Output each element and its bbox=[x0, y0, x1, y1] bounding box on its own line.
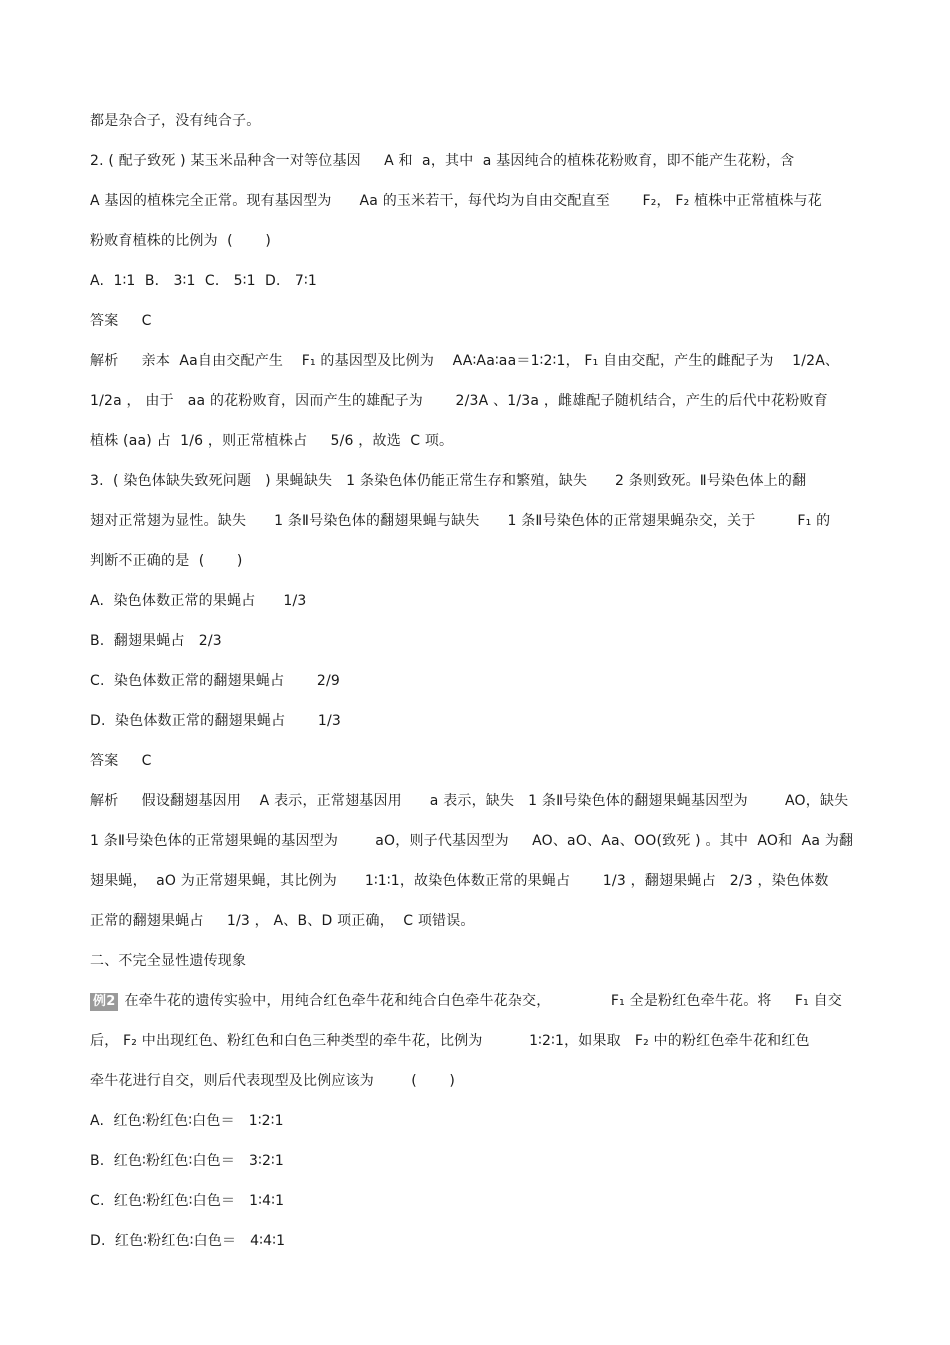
explanation-line: 解析 假设翻翅基因用 A 表示，正常翅基因用 a 表示，缺失 1 条Ⅱ号染色体的翻翅果蝇基因型为 AO，缺失 bbox=[90, 793, 849, 809]
option-a: A. 红色∶粉红色∶白色＝ 1∶2∶1 bbox=[90, 1113, 284, 1129]
text-line: A 基因的植株完全正常。现有基因型为 Aa 的玉米若干，每代均为自由交配直至 F₂， F₂ 植株中正常植株与花 bbox=[90, 193, 822, 209]
text-line: 粉败育植株的比例为 ( ) bbox=[90, 233, 271, 249]
text-line: 判断不正确的是 ( ) bbox=[90, 553, 243, 569]
example-tag: 例2 bbox=[90, 993, 118, 1011]
question-3-stem: 3. ( 染色体缺失致死问题 ) 果蝇缺失 1 条染色体仍能正常生存和繁殖，缺失 2 条则致死。Ⅱ号染色体上的翻 bbox=[90, 473, 807, 489]
option-a: A. 染色体数正常的果蝇占 1/3 bbox=[90, 593, 307, 609]
explanation-line: 植株 (aa) 占 1/6 ，则正常植株占 5/6 ，故选 C 项。 bbox=[90, 433, 454, 449]
explanation-line: 1/2a ， 由于 aa 的花粉败育，因而产生的雄配子为 2/3A 、1/3a ，雌雄配子随机结合，产生的后代中花粉败育 bbox=[90, 393, 828, 409]
option-d: D. 染色体数正常的翻翅果蝇占 1/3 bbox=[90, 713, 342, 729]
question-2-options: A. 1∶1 B． 3∶1 C． 5∶1 D． 7∶1 bbox=[90, 273, 317, 289]
option-c: C. 红色∶粉红色∶白色＝ 1∶4∶1 bbox=[90, 1193, 285, 1209]
example-2-stem bbox=[90, 991, 842, 1011]
text-line: 都是杂合子，没有纯合子。 bbox=[90, 113, 261, 129]
example-2-text: 在牵牛花的遗传实验中，用纯合红色牵牛花和纯合白色牵牛花杂交， F₁ 全是粉红色牵牛花。将 F₁ 自交 bbox=[124, 993, 842, 1009]
option-b: B. 翻翅果蝇占 2/3 bbox=[90, 633, 222, 649]
answer-line: 答案 C bbox=[90, 753, 152, 769]
option-c: C. 染色体数正常的翻翅果蝇占 2/9 bbox=[90, 673, 341, 689]
explanation-line: 1 条Ⅱ号染色体的正常翅果蝇的基因型为 aO，则子代基因型为 AO、aO、Aa、OO(致死 ) 。其中 AO和 Aa 为翻 bbox=[90, 833, 854, 849]
text-line: 后， F₂ 中出现红色、粉红色和白色三种类型的牵牛花，比例为 1∶2∶1，如果取 F₂ 中的粉红色牵牛花和红色 bbox=[90, 1033, 810, 1049]
explanation-line: 翅果蝇， aO 为正常翅果蝇，其比例为 1∶1∶1，故染色体数正常的果蝇占 1/3 ，翻翅果蝇占 2/3 ，染色体数 bbox=[90, 873, 829, 889]
section-heading: 二、不完全显性遗传现象 bbox=[90, 953, 247, 969]
question-2-stem: 2. ( 配子致死 ) 某玉米品种含一对等位基因 A 和 a，其中 a 基因纯合的植株花粉败育，即不能产生花粉，含 bbox=[90, 153, 795, 169]
option-d: D. 红色∶粉红色∶白色＝ 4∶4∶1 bbox=[90, 1233, 286, 1249]
text-line: 牵牛花进行自交，则后代表现型及比例应该为 ( ) bbox=[90, 1073, 456, 1089]
explanation-line: 解析 亲本 Aa自由交配产生 F₁ 的基因型及比例为 AA∶Aa∶aa＝1∶2∶1， F₁ 自由交配，产生的雌配子为 1/2A、 bbox=[90, 353, 840, 369]
option-b: B. 红色∶粉红色∶白色＝ 3∶2∶1 bbox=[90, 1153, 285, 1169]
text-line: 翅对正常翅为显性。缺失 1 条Ⅱ号染色体的翻翅果蝇与缺失 1 条Ⅱ号染色体的正常翅果蝇杂交，关于 F₁ 的 bbox=[90, 513, 831, 529]
answer-line: 答案 C bbox=[90, 313, 152, 329]
explanation-line: 正常的翻翅果蝇占 1/3 ， A、B、D 项正确， C 项错误。 bbox=[90, 913, 475, 929]
